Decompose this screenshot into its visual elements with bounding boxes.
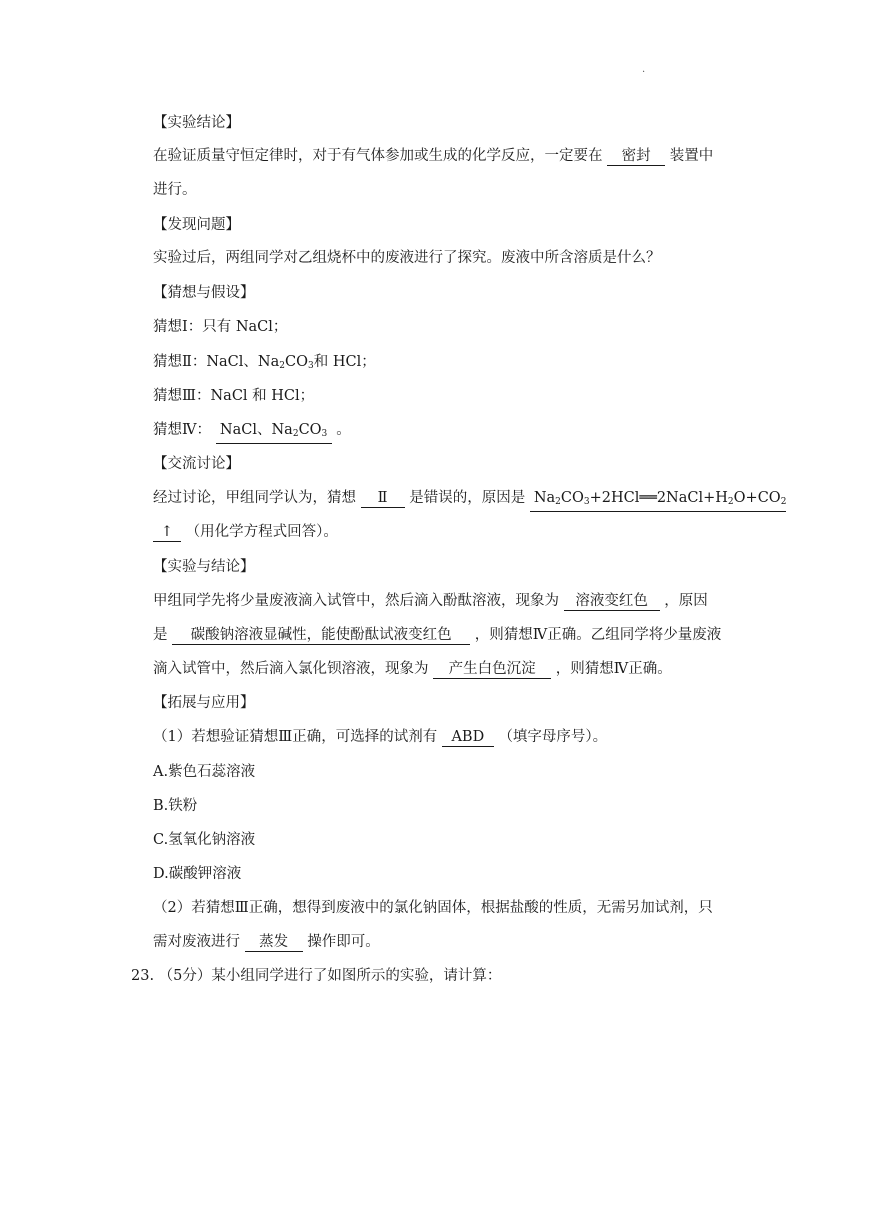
answer-blank-operation: 蒸发 xyxy=(245,934,303,952)
paragraph-discussion-cont xyxy=(153,522,753,542)
paragraph-discussion xyxy=(153,488,787,512)
hypothesis-3: 猜想Ⅲ：NaCl 和 HCl； xyxy=(153,388,315,404)
subscript: 2 xyxy=(279,361,285,371)
hypothesis-4 xyxy=(153,420,753,444)
subscript: 3 xyxy=(583,497,590,507)
option-c: C.氢氧化钠溶液 xyxy=(153,832,256,848)
question-2-cont xyxy=(153,932,753,952)
hypothesis-1: 猜想Ⅰ：只有 NaCl； xyxy=(153,319,288,335)
section-title-conclusion: 【实验结论】 xyxy=(153,115,240,131)
text: 滴入试管中，然后滴入氯化钡溶液，现象为 xyxy=(153,661,429,677)
text: （填字母序号）。 xyxy=(498,729,608,745)
subscript: 3 xyxy=(321,429,328,439)
question-2: （2）若猜想Ⅲ正确，想得到废液中的氯化钠固体，根据盐酸的性质，无需另加试剂，只 xyxy=(153,900,713,916)
text: （1）若想验证猜想Ⅲ正确，可选择的试剂有 xyxy=(153,729,438,745)
answer-blank-sealed: 密封 xyxy=(607,148,665,166)
text: CO xyxy=(560,490,584,506)
subscript: 2 xyxy=(727,497,734,507)
hypothesis-2 xyxy=(153,352,753,376)
paragraph-experiment-2 xyxy=(153,625,753,645)
text: Na xyxy=(533,490,556,506)
paragraph-conclusion xyxy=(153,146,753,166)
answer-blank-phenomenon-2: 产生白色沉淀 xyxy=(433,661,551,679)
paragraph-experiment-3 xyxy=(153,659,753,679)
text: 和 HCl； xyxy=(313,354,376,370)
subscript: 2 xyxy=(292,429,299,439)
text: O+CO xyxy=(733,490,781,506)
text: CO xyxy=(285,354,308,370)
answer-blank-hypothesis-wrong: Ⅱ xyxy=(361,490,405,508)
answer-blank-equation xyxy=(530,490,787,512)
paragraph-experiment-1 xyxy=(153,591,753,611)
section-title-hypothesis: 【猜想与假设】 xyxy=(153,285,255,301)
text: CO xyxy=(298,422,322,438)
text: 经过讨论，甲组同学认为，猜想 xyxy=(153,490,356,506)
text: 猜想Ⅳ： xyxy=(153,422,211,438)
text: ，则猜想Ⅳ正确。乙组同学将少量废液 xyxy=(474,627,722,643)
subscript: 2 xyxy=(780,497,787,507)
text: ，原因 xyxy=(664,593,708,609)
text: 是错误的，原因是 xyxy=(409,490,526,506)
answer-blank-hypothesis-4 xyxy=(216,422,332,444)
text: +2HCl══2NaCl+H xyxy=(589,490,728,506)
text: ，则猜想Ⅳ正确。 xyxy=(555,661,672,677)
text: 。 xyxy=(336,422,351,438)
question-1 xyxy=(153,727,753,747)
text: 在验证质量守恒定律时，对于有气体参加或生成的化学反应，一定要在 xyxy=(153,148,603,164)
paragraph-problem: 实验过后，两组同学对乙组烧杯中的废液进行了探究。废液中所含溶质是什么？ xyxy=(153,250,661,266)
text: NaCl、Na xyxy=(219,422,293,438)
text: （用化学方程式回答）。 xyxy=(185,524,338,540)
section-title-extension: 【拓展与应用】 xyxy=(153,695,255,711)
text: 猜想Ⅱ：NaCl、Na xyxy=(153,354,280,370)
subscript: 3 xyxy=(307,361,314,371)
option-b: B.铁粉 xyxy=(153,798,198,814)
paragraph-conclusion-cont: 进行。 xyxy=(153,182,197,198)
answer-blank-reason: 碳酸钠溶液显碱性，能使酚酞试液变红色 xyxy=(172,627,470,645)
option-d: D.碳酸钾溶液 xyxy=(153,866,242,882)
text: 需对废液进行 xyxy=(153,934,240,950)
text: 操作即可。 xyxy=(307,934,380,950)
question-23: 23. （5分）某小组同学进行了如图所示的实验，请计算： xyxy=(131,968,502,984)
section-title-discussion: 【交流讨论】 xyxy=(153,456,240,472)
text: 甲组同学先将少量废液滴入试管中，然后滴入酚酞溶液，现象为 xyxy=(153,593,559,609)
answer-blank-phenomenon-1: 溶液变红色 xyxy=(564,593,660,611)
text: 是 xyxy=(153,627,168,643)
option-a: A.紫色石蕊溶液 xyxy=(153,764,256,780)
section-title-experiment: 【实验与结论】 xyxy=(153,559,255,575)
header-dot: . xyxy=(642,64,646,75)
answer-blank-reagents: ABD xyxy=(442,729,494,747)
text: 装置中 xyxy=(669,148,714,164)
answer-blank-gas-arrow: ↑ xyxy=(153,524,181,542)
subscript: 2 xyxy=(555,497,561,507)
section-title-problem: 【发现问题】 xyxy=(153,217,240,233)
